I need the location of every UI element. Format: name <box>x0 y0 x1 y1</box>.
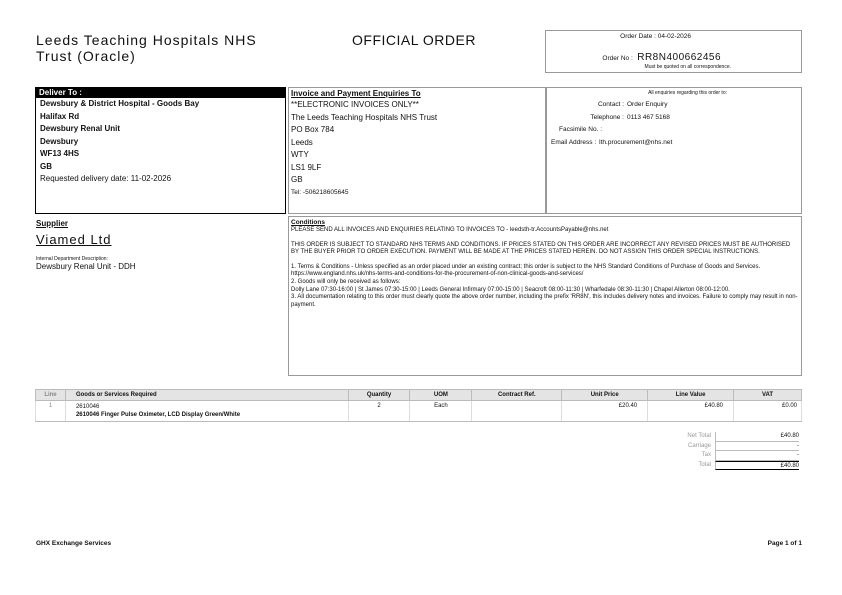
column-header: Quantity <box>348 390 410 401</box>
invoice-tel: Tel: -506218605645 <box>291 188 349 196</box>
requested-delivery-date: Requested delivery date: 11-02-2026 <box>40 174 172 183</box>
org-name <box>36 32 257 64</box>
item-code: 2610046 <box>75 404 100 410</box>
column-header: UOM <box>410 390 472 401</box>
cell-line: 1 <box>36 401 66 422</box>
enquiries-box <box>546 87 802 214</box>
contact-value: Order Enquiry <box>627 101 668 108</box>
org-name-line2: Trust (Oracle) <box>36 48 136 64</box>
invoice-heading: Invoice and Payment Enquiries To <box>291 89 421 98</box>
supplier-name: Viamed Ltd <box>36 232 112 247</box>
carriage-value: - <box>715 442 799 452</box>
column-header: Line <box>36 390 66 401</box>
carriage-row <box>673 442 799 452</box>
cell-uom: Each <box>410 401 472 422</box>
cell-contract <box>472 401 562 422</box>
supplier-section <box>36 219 281 271</box>
deliver-to-heading: Deliver To : <box>36 88 285 98</box>
deliver-line: Dewsbury & District Hospital - Goods Bay <box>40 99 200 108</box>
invoice-line: LS1 9LF <box>291 162 322 172</box>
quote-note: Must be quoted on all correspondence. <box>644 64 731 70</box>
invoice-line: GB <box>291 175 303 184</box>
table-header-row <box>36 390 802 401</box>
department-value: Dewsbury Renal Unit - DDH <box>36 262 136 271</box>
order-ref-box <box>545 30 802 73</box>
contact-label: Contact : <box>597 101 624 108</box>
tax-row <box>673 451 799 461</box>
grand-total-row <box>673 461 799 471</box>
document-title: OFFICIAL ORDER <box>352 32 476 48</box>
conditions-box <box>288 216 802 376</box>
telephone-value: 0113 467 5168 <box>627 114 670 121</box>
tax-value: - <box>715 451 799 461</box>
items-table <box>35 389 802 422</box>
footer-left: GHX Exchange Services <box>36 540 112 547</box>
org-name-line1: Leeds Teaching Hospitals NHS <box>36 32 257 48</box>
invoice-line: Leeds <box>291 137 313 147</box>
invoice-line: The Leeds Teaching Hospitals NHS Trust <box>291 112 438 122</box>
supplier-heading: Supplier <box>36 219 69 228</box>
total-label: Total <box>698 461 711 468</box>
deliver-line: WF13 4HS <box>40 149 80 158</box>
carriage-label: Carriage <box>687 442 711 449</box>
column-header: Line Value <box>648 390 734 401</box>
cell-quantity: 2 <box>348 401 410 422</box>
cell-unit-price: £20.40 <box>562 401 648 422</box>
tax-label: Tax <box>701 452 711 458</box>
totals-block <box>673 432 799 470</box>
invoice-line: PO Box 784 <box>291 125 335 134</box>
fax-label: Facsimile No. : <box>559 126 602 133</box>
deliver-line: GB <box>40 161 52 171</box>
cell-vat: £0.00 <box>734 401 802 422</box>
email-value: lth.procurement@nhs.net <box>599 139 673 146</box>
column-header: Goods or Services Required <box>65 390 348 401</box>
order-date: 04-02-2026 <box>657 33 691 40</box>
order-no-label: Order No : <box>602 55 633 62</box>
conditions-invoices-note: PLEASE SEND ALL INVOICES AND ENQUIRIES RELATING TO INVOICES TO - leedsth-tr.AccountsPayable@nhs.net <box>291 227 609 233</box>
deliver-line: Dewsbury <box>40 136 79 146</box>
conditions-item-2: 2. Goods will only be received as follows: <box>291 278 401 285</box>
telephone-label: Telephone : <box>590 114 624 121</box>
page-number: Page 1 of 1 <box>767 540 802 547</box>
enquiries-heading: All enquiries regarding this order to: <box>648 90 727 96</box>
net-total-label: Net Total <box>687 433 711 439</box>
order-number: RR8N400662456 <box>637 52 721 63</box>
column-header: Unit Price <box>562 390 648 401</box>
deliver-to-box <box>35 87 286 214</box>
invoice-box <box>288 87 546 214</box>
net-total-row <box>673 432 799 442</box>
department-label: Internal Department Description: <box>36 256 108 262</box>
conditions-item-2-times: Dolly Lane 07:30-16:00 | St James 07:30-15:00 | Leeds General Infirmary 07:00-15:00 | Seacroft 08:00-11:30 | Wharfedale 08:30-11:30 | Chapel Allerton 08:00-12:00. <box>291 286 730 293</box>
item-description: 2610046 Finger Pulse Oximeter, LCD Display Green/White <box>75 412 241 418</box>
cell-line-value: £40.80 <box>648 401 734 422</box>
invoice-line: **ELECTRONIC INVOICES ONLY** <box>291 100 419 109</box>
order-date-label: Order Date : <box>620 33 656 40</box>
conditions-item-3: 3. All documentation relating to this order must clearly quote the above order number, including the prefix 'RR8N', this includes delivery notes and invoices. Failure to comply may result in non-payment. <box>291 294 798 308</box>
deliver-line: Dewsbury Renal Unit <box>40 124 121 133</box>
conditions-item-1: 1. Terms & Conditions - Unless specified as an order placed under an existing contract; this order is subject to the NHS Standard Conditions of Purchase of Goods and Services. <box>291 263 761 270</box>
cell-goods <box>65 401 348 422</box>
email-label: Email Address : <box>551 139 597 146</box>
deliver-line: Halifax Rd <box>40 111 80 121</box>
conditions-url: https://www.england.nhs.uk/nhs-terms-and-conditions-for-the-procurement-of-non-clinical-goods-and-services/ <box>291 271 584 278</box>
net-total-value: £40.80 <box>715 432 799 442</box>
table-row <box>36 401 802 422</box>
column-header: VAT <box>734 390 802 401</box>
column-header: Contract Ref. <box>472 390 562 401</box>
conditions-heading: Conditions <box>291 219 325 226</box>
conditions-terms-note: THIS ORDER IS SUBJECT TO STANDARD NHS TERMS AND CONDITIONS. IF PRICES STATED ON THIS ORDER ARE INCORRECT ANY REVISED PRICES MUST BE AUTHORISED BY THE BUYER PRIOR TO ORDER EXECUTION. PAYMENT WILL BE MADE AT THE PRICES STATED HEREIN. DO NOT ASSIGN THIS ORDER SPECIAL INSTRUCTIONS. <box>291 241 791 256</box>
total-value: £40.80 <box>715 461 799 471</box>
invoice-line: WTY <box>291 150 309 159</box>
